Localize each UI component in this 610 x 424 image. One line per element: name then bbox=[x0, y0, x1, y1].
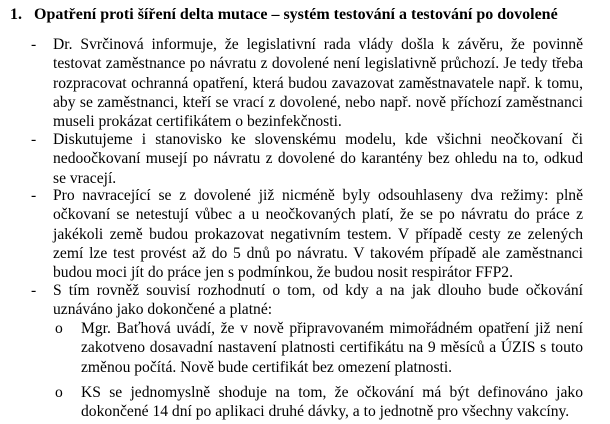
section-heading bbox=[10, 4, 605, 26]
subbullet-text: KS se jednomyslně shoduje na tom, že očkování má být definováno jako dokončené 14 dní po aplikaci druhé dávky, a to jednotně pro všechny vakcíny. bbox=[81, 384, 583, 421]
subbullet-item-1 bbox=[55, 319, 583, 377]
dash-bullet-marker: - bbox=[31, 131, 37, 148]
bullet-item-3 bbox=[31, 186, 583, 282]
bullet-text: Pro navracející se z dovolené již nicméně byly odsouhlaseny dva režimy: plně očkovaní se netestují vůbec a u neočkovaných platí, že se po návratu do práce z jakékoli země budou prokazovat negativním testem. V případě cesty ze zelených zemí lze test provést až do 5 dnů po návratu. V takovém případě ale zaměstnanci budou moci jít do práce jen s podmínkou, že budou nosit respirátor FFP2. bbox=[53, 187, 583, 282]
subbullet-text: Mgr. Baťhová uvádí, že v nově připravovaném mimořádném opatření již není zakotveno dosavadní nastavení platnosti certifikátu na 9 měsíců a ÚZIS s touto změnou počítá. Nově bude certifikát bez omezení platnosti. bbox=[81, 320, 583, 376]
bullet-item-1 bbox=[31, 35, 583, 131]
bullet-text: Diskutujeme i stanovisko ke slovenskému modelu, kde všichni neočkovaní či nedoočkovaní musejí po návratu z dovolené do karantény bez ohledu na to, odkud se vracejí. bbox=[53, 131, 583, 187]
subbullet-item-2 bbox=[55, 383, 583, 422]
section-title: Opatření proti šíření delta mutace – systém testování a testování po dovolené bbox=[34, 6, 558, 23]
bullet-item-4 bbox=[31, 281, 583, 320]
bullet-text: Dr. Svrčinová informuje, že legislativní rada vlády došla k závěru, že povinně testovat zaměstnance po návratu z dovolené není legislativně průchozí. Je tedy třeba rozpracovat ochranná opatření, která budou zavazovat zaměstnavatele např. k tomu, aby se zaměstnanci, kteří se vrací z dovolené, nebo např. nově příchozí zaměstnanci museli prokázat certifikátem o bezinfekčnosti. bbox=[53, 36, 583, 131]
dash-bullet-marker: - bbox=[31, 36, 37, 53]
bullet-item-2 bbox=[31, 130, 583, 188]
circle-bullet-marker: o bbox=[55, 384, 63, 401]
section-number: 1. bbox=[10, 6, 22, 23]
dash-bullet-marker: - bbox=[31, 282, 37, 299]
bullet-text: S tím rovněž souvisí rozhodnutí o tom, od kdy a na jak dlouho bude očkování uznáváno jako dokončené a platné: bbox=[53, 282, 583, 319]
dash-bullet-marker: - bbox=[31, 187, 37, 204]
circle-bullet-marker: o bbox=[55, 320, 63, 337]
